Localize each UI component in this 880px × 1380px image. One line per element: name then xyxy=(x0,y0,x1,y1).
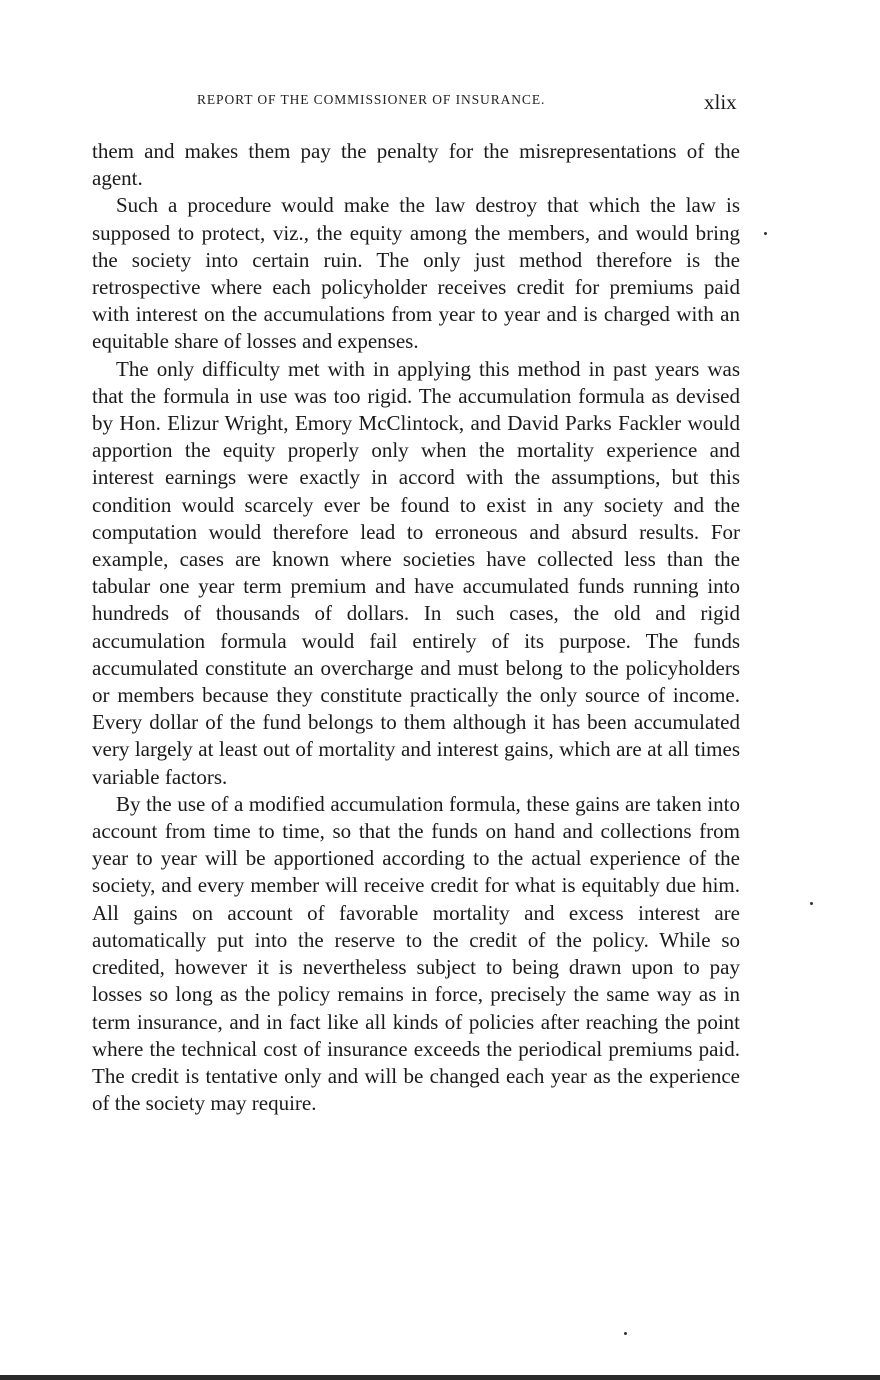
paragraph-modified-formula: By the use of a modified accumulation formula, these gains are taken into account from time to time, so that the funds on hand and collections from year to year will be apportioned according to the actual experience of the society, and every member will receive credit for what is equitably due him. All gains on account of favorable mortality and excess interest are automatically put into the reserve to the credit of the policy. While so credited, however it is nevertheless subject to being drawn upon to pay losses so long as the policy remains in force, precisely the same way as in term insurance, and in fact like all kinds of policies after reaching the point where the technical cost of insurance exceeds the periodical premiums paid. The credit is tentative only and will be changed each year as the experience of the society may require. xyxy=(92,791,740,1116)
paragraph-continued: them and makes them pay the penalty for the misrepresentations of the agent. xyxy=(92,139,740,191)
scan-speck xyxy=(810,902,813,905)
paragraph-difficulty: The only difficulty met with in applying this method in past years was that the formula in use was too rigid. The accumulation formula as devised by Hon. Elizur Wright, Emory McClintock, and David Parks Fackler would apportion the equity properly only when the mortality experience and interest earnings were exactly in accord with the assumptions, but this condition would scarcely ever be found to exist in any society and the computation would therefore lead to erroneous and absurd results. For example, cases are known where societies have collected less than the tabular one year term premium and have accumulated funds running into hundreds of thousands of dollars. In such cases, the old and rigid accumulation formula would fail entirely of its purpose. The funds accumulated constitute an overcharge and must belong to the policyholders or members because they constitute practically the only source of income. Every dollar of the fund belongs to them although it has been accumulated very largely at least out of mortality and interest gains, which are at all times variable factors. xyxy=(92,356,740,789)
paragraph-procedure: Such a procedure would make the law destroy that which the law is supposed to protect, viz., the equity among the members, and would bring the society into certain ruin. The only just method therefore is the retrospective where each policyholder receives credit for premiums paid with interest on the accumulations from year to year and is charged with an equitable share of losses and expenses. xyxy=(92,193,740,354)
scan-speck xyxy=(624,1332,627,1335)
scan-speck xyxy=(764,232,767,235)
page-number: xlix xyxy=(704,90,737,114)
running-head-title: REPORT OF THE COMMISSIONER OF INSURANCE. xyxy=(197,92,546,107)
body-text xyxy=(92,138,740,1117)
scan-bottom-edge xyxy=(0,1375,880,1380)
